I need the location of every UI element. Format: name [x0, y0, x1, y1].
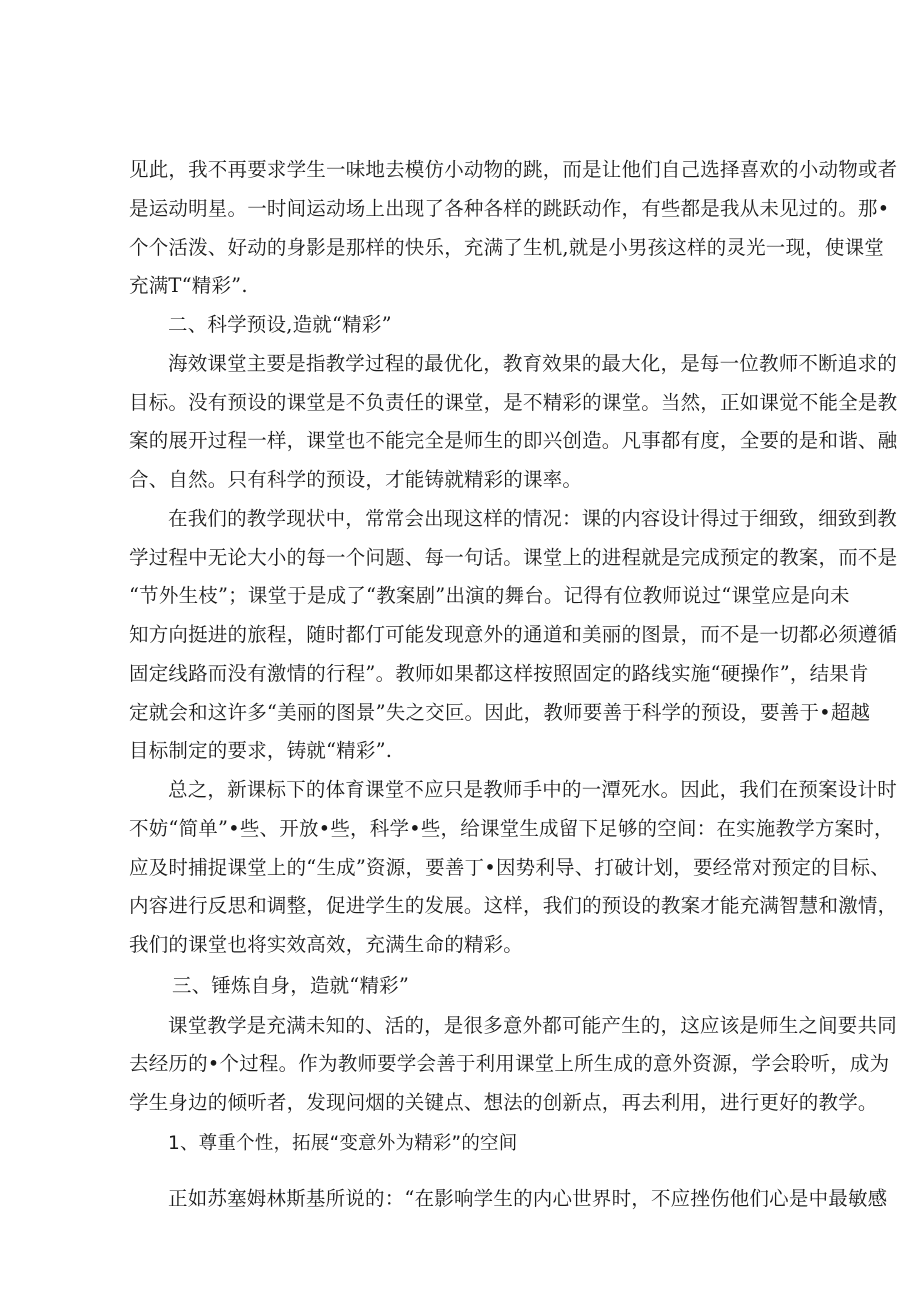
- paragraph-line: 海效课堂主要是指教学过程的最优化，教育效果的最大化，是每一位教师不断追求的: [168, 352, 897, 375]
- paragraph-line: “节外生枝”；课堂于是成了“教案剧”出演的舞台。记得有位教师说过“课堂应是向未: [129, 584, 850, 607]
- paragraph-line: 我们的课堂也将实效高效，充满生命的精彩。: [129, 933, 524, 956]
- paragraph-line: 在我们的教学现状中，常常会出现这样的情况：课的内容设计得过于细致，细致到教: [168, 507, 897, 530]
- paragraph-line: 不妨“简单”•些、开放•些，科学•些，给课堂生成留下足够的空间：在实施教学方案时，: [129, 817, 894, 840]
- paragraph-line: 目标。没有预设的课堂是不负责任的课堂，是不精彩的课堂。当然，正如课觉不能全是教: [129, 391, 898, 414]
- paragraph-line: 个个活泼、好动的身影是那样的快乐，充满了生机,就是小男孩这样的灵光一现，使课堂: [129, 236, 884, 259]
- paragraph-line: 目标制定的要求，铸就“精彩”.: [129, 739, 393, 762]
- paragraph-line: 案的展开过程一样，课堂也不能完全是师生的即兴创造。凡事都有度，全要的是和谐、融: [129, 429, 898, 452]
- paragraph-line: 正如苏塞姆林斯基所说的：“在影响学生的内心世界时，不应挫伤他们心是中最敏感: [168, 1187, 888, 1210]
- paragraph-line: 去经历的•个过程。作为教师要学会善于利用课堂上所生成的意外资源，学会聆听，成为: [129, 1052, 890, 1075]
- paragraph-line: 定就会和这许多“美丽的图景”失之交叵。因此，教师要善于科学的预设，要善于•超越: [129, 701, 871, 724]
- paragraph-line: 学过程中无论大小的每一个问题、每一句话。课堂上的进程就是完成预定的教案，而不是: [129, 546, 898, 569]
- paragraph-line: 内容进行反思和调整，促进学生的发展。这样，我们的预设的教案才能充满智慧和激情，: [129, 894, 898, 917]
- paragraph-line: 知方向挺进的旅程，随时都仃可能发现意外的通道和美丽的图景，而不是一切都必须遵循: [129, 623, 898, 646]
- paragraph-line: 课堂教学是充满未知的、活的，是很多意外都可能产生的，这应该是师生之间要共同: [168, 1014, 897, 1037]
- paragraph-line: 应及时捕捉课堂上的“生成”资源，要善丁•因势利导、打破计划，要经常对预定的目标、: [129, 856, 890, 879]
- subsection-heading: 1、尊重个性，拓展“变意外为精彩”的空间: [168, 1133, 518, 1154]
- paragraph-line: 固定线路而没有激情的行程”。教师如果都这样按照固定的路线实施“硬操作”，结果肯: [129, 662, 869, 685]
- paragraph-line: 是运动明星。一时间运动场上出现了各种各样的跳跃动作，有些都是我从未见过的。那•: [129, 197, 890, 220]
- paragraph-line: 学生身边的倾听者，发现问烟的关键点、想法的创新点，再去利用，进行更好的教学。: [129, 1091, 878, 1114]
- section-heading: 三、锤炼自身，造就“精彩”: [172, 974, 410, 997]
- paragraph-line: 总之，新课标下的体育课堂不应只是教师手中的一潭死水。因此，我们在预案设计时: [168, 778, 897, 801]
- paragraph-line: 见此，我不再要求学生一味地去模仿小动物的跳，而是让他们自己选择喜欢的小动物或者: [129, 158, 898, 181]
- paragraph-line: 合、自然。只有科学的预设，才能铸就精彩的课率。: [129, 468, 583, 491]
- paragraph-line: 充满T“精彩”.: [129, 274, 248, 297]
- section-heading: 二、科学预设,造就“精彩”: [168, 313, 392, 336]
